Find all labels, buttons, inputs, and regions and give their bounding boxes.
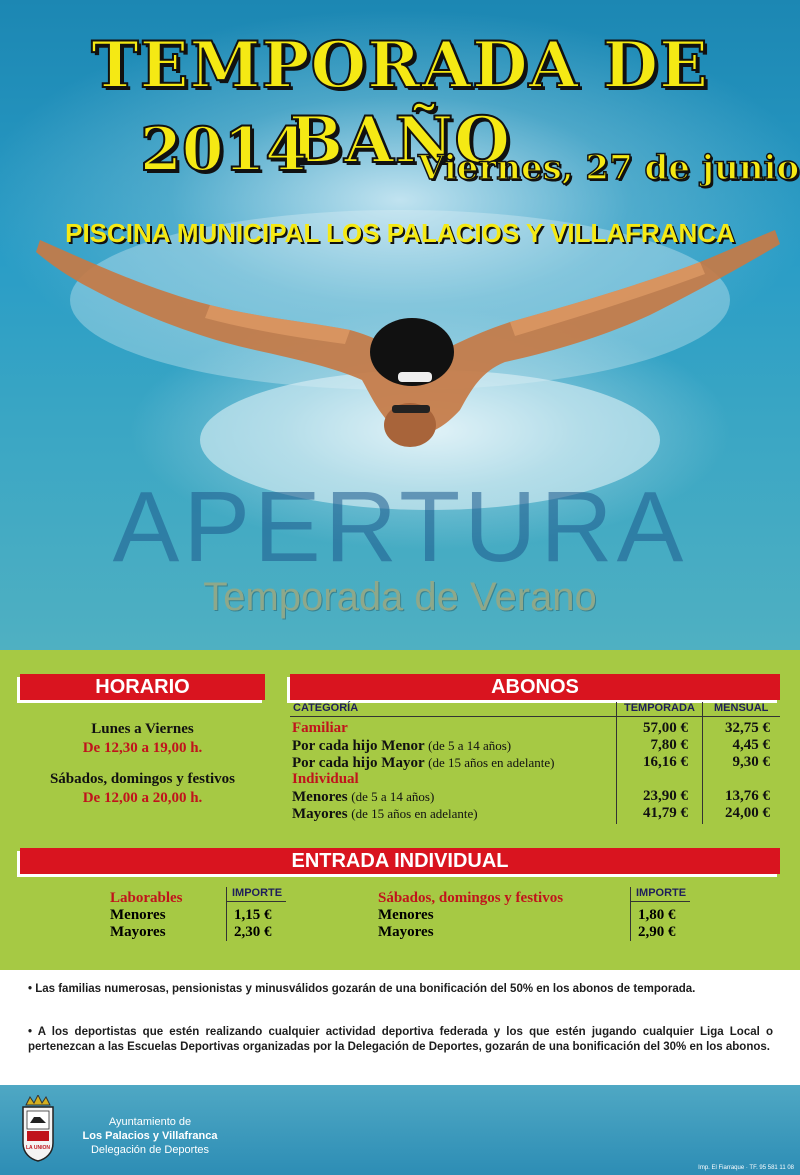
footer-line-2: Los Palacios y Villafranca	[82, 1130, 218, 1142]
printer-credit: Imp. El Fiarraque · TF. 95 581 11 08	[698, 1165, 794, 1171]
venue-name: PISCINA MUNICIPAL LOS PALACIOS Y VILLAFRANCA	[65, 218, 735, 248]
weekend-time: De 12,00 a 20,00 h.	[82, 790, 203, 806]
apertura-text: APERTURA	[112, 471, 688, 583]
note-athletes: • A los deportistas que estén realizando cualquier actividad deportiva federada y los que estén jugando cualquier Liga Local o pertenezcan a las Escuelas Deportivas organizadas por la Delegación de Deportes, gozarán de una bonificación del 30% en los abonos.	[28, 1026, 773, 1053]
crest-label: LA UNION	[26, 1145, 50, 1151]
row-note: (de 15 años en adelante)	[351, 806, 478, 821]
col-temporada: TEMPORADA	[624, 702, 695, 714]
row-mensual: 13,76 €	[725, 788, 770, 804]
row-note: (de 5 a 14 años)	[428, 738, 512, 753]
laborables-menores-price: 1,15 €	[234, 907, 272, 923]
festivos-col-line	[630, 887, 631, 941]
season-subtitle: Temporada de Verano	[203, 575, 597, 619]
poster-title: TEMPORADA DE BAÑO	[91, 28, 709, 178]
abonos-row	[290, 805, 780, 822]
abonos-heading: ABONOS	[290, 674, 780, 700]
row-temporada: 7,80 €	[650, 737, 688, 753]
row-mensual: 9,30 €	[732, 754, 770, 770]
info-panel	[0, 650, 800, 970]
footer-line-3: Delegación de Deportes	[90, 1144, 210, 1156]
festivos-prices	[638, 907, 676, 941]
row-label-wrap	[292, 805, 478, 823]
row-label-wrap	[292, 788, 434, 806]
horario-block	[20, 720, 265, 820]
entrada-heading: ENTRADA INDIVIDUAL	[20, 848, 780, 874]
abonos-row	[290, 720, 780, 737]
weekend-label: Sábados, domingos y festivos	[49, 771, 236, 787]
footer-line-1: Ayuntamiento de	[108, 1116, 192, 1128]
municipal-crest-icon	[20, 1095, 56, 1163]
row-label: Familiar	[292, 720, 348, 736]
laborables-col-line	[226, 887, 227, 941]
col-categoria: CATEGORÍA	[293, 702, 359, 714]
row-label: Por cada hijo Mayor	[292, 755, 425, 771]
footer	[0, 1085, 800, 1175]
festivos-importe-label: IMPORTE	[636, 887, 687, 899]
laborables-title: Laborables	[110, 890, 183, 906]
laborables-menores: Menores	[110, 907, 166, 923]
row-label-wrap	[292, 737, 511, 755]
row-mensual: 4,45 €	[732, 737, 770, 753]
festivos-mayores-price: 2,90 €	[638, 924, 676, 940]
abonos-row	[290, 788, 780, 805]
row-label: Por cada hijo Menor	[292, 738, 425, 754]
festivos-menores-price: 1,80 €	[638, 907, 676, 923]
row-note: (de 5 a 14 años)	[351, 789, 435, 804]
abonos-table	[290, 720, 780, 822]
abonos-row	[290, 754, 780, 771]
row-temporada: 57,00 €	[643, 720, 688, 736]
row-temporada: 41,79 €	[643, 805, 688, 821]
festivos-importe-line	[630, 901, 690, 902]
laborables-block	[110, 890, 183, 941]
poster-year: 2014	[140, 115, 307, 185]
notes-panel	[0, 970, 800, 1085]
row-label: Individual	[292, 771, 359, 787]
laborables-prices	[234, 907, 272, 941]
row-temporada: 23,90 €	[643, 788, 688, 804]
festivos-title: Sábados, domingos y festivos	[378, 890, 564, 906]
row-temporada: 16,16 €	[643, 754, 688, 770]
row-mensual: 32,75 €	[725, 720, 770, 736]
festivos-mayores: Mayores	[378, 924, 434, 940]
laborables-mayores: Mayores	[110, 924, 166, 940]
weekdays-time: De 12,30 a 19,00 h.	[82, 740, 203, 756]
laborables-importe-label: IMPORTE	[232, 887, 283, 899]
footer-credits	[60, 1115, 240, 1157]
laborables-importe-line	[226, 901, 286, 902]
note-large-families: • Las familias numerosas, pensionistas y minusválidos gozarán de una bonificación del 50% en los abonos de temporada.	[28, 983, 696, 995]
abonos-divider	[290, 716, 780, 717]
horario-heading: HORARIO	[20, 674, 265, 700]
event-date: Viernes, 27 de junio	[418, 148, 800, 188]
row-note: (de 15 años en adelante)	[428, 755, 555, 770]
festivos-block	[378, 890, 563, 941]
weekdays-label: Lunes a Viernes	[91, 721, 194, 737]
abonos-row	[290, 737, 780, 754]
row-label: Menores	[292, 789, 348, 805]
abonos-row	[290, 771, 780, 788]
row-label: Mayores	[292, 806, 348, 822]
festivos-menores: Menores	[378, 907, 434, 923]
row-label-wrap	[292, 754, 554, 772]
col-mensual: MENSUAL	[714, 702, 769, 714]
row-mensual: 24,00 €	[725, 805, 770, 821]
laborables-mayores-price: 2,30 €	[234, 924, 272, 940]
